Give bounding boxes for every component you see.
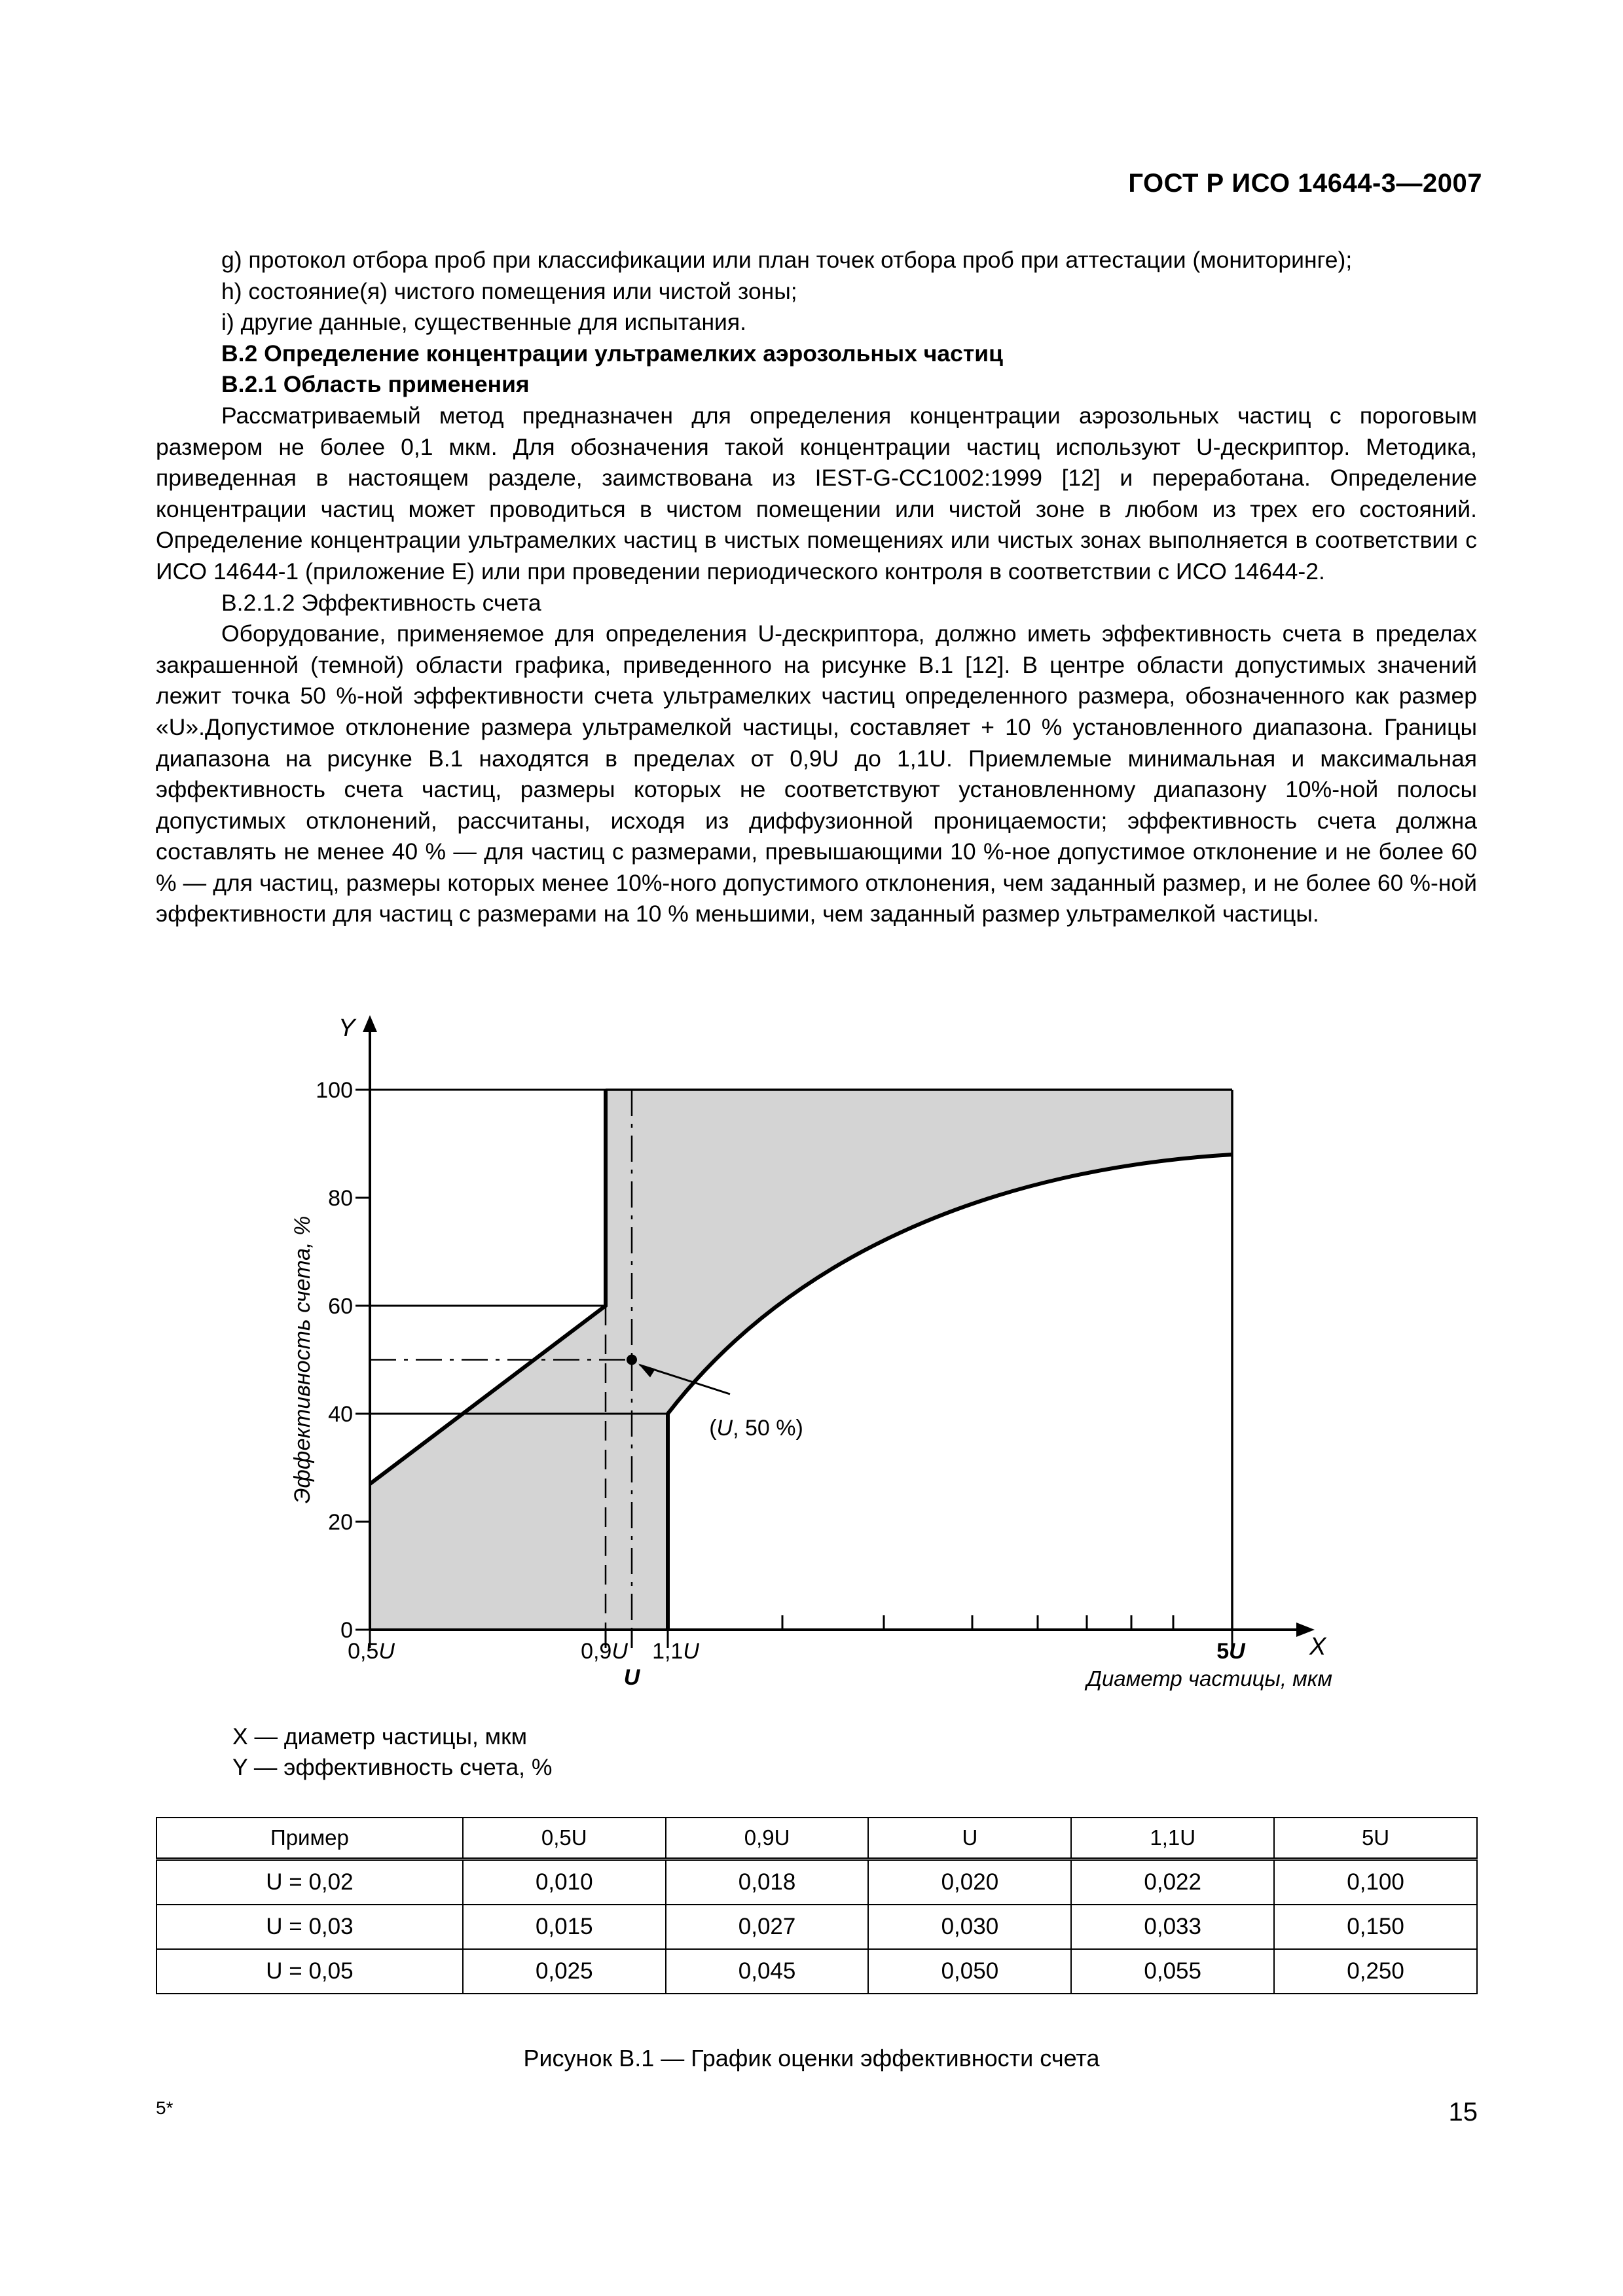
- document-header: ГОСТ Р ИСО 14644-3—2007: [1128, 169, 1482, 198]
- table-row: [156, 1905, 1477, 1949]
- table-cell: 0,050: [868, 1949, 1071, 1994]
- table-header-cell: 0,5U: [463, 1818, 666, 1859]
- x-axis-letter: X: [1309, 1633, 1326, 1660]
- paragraph-i: i) другие данные, существенные для испытания.: [221, 309, 746, 336]
- table-cell: 0,250: [1274, 1949, 1477, 1994]
- table-header-cell: 5U: [1274, 1818, 1477, 1859]
- table-cell: 0,055: [1071, 1949, 1274, 1994]
- x-axis-title: Диаметр частицы, мкм: [1086, 1666, 1332, 1691]
- figure-caption: Рисунок B.1 — График оценки эффективности счета: [523, 2045, 1100, 2072]
- figure-b1: [275, 1011, 1355, 1721]
- table-cell: 0,045: [666, 1949, 869, 1994]
- y-tick-label: 80: [328, 1186, 353, 1211]
- paragraph-h: h) состояние(я) чистого помещения или чистой зоны;: [221, 278, 797, 304]
- y-tick-label: 20: [328, 1510, 353, 1535]
- page-number: 15: [1448, 2098, 1478, 2126]
- table-cell: 0,150: [1274, 1905, 1477, 1949]
- x-tick-label: 0,5U: [348, 1639, 395, 1664]
- y-tick-label: 60: [328, 1294, 353, 1319]
- table-header-row: [156, 1818, 1477, 1859]
- table-header-cell: U: [868, 1818, 1071, 1859]
- y-axis-title: Эффективность счета, %: [290, 1215, 315, 1504]
- y-axis-letter: Y: [338, 1014, 356, 1042]
- table-cell: 0,010: [463, 1859, 666, 1905]
- table-cell: 0,033: [1071, 1905, 1274, 1949]
- section-b212-heading: B.2.1.2 Эффективность счета: [221, 589, 541, 616]
- figure-legend: [232, 1721, 552, 1783]
- y-tick-label: 0: [340, 1618, 353, 1643]
- table-cell: U = 0,03: [156, 1905, 463, 1949]
- section-b212-text: Оборудование, применяемое для определения U-дескриптора, должно иметь эффективность счета в пределах закрашенной (темной) области графика, приведенного на рисунке B.1 [12]. В центре области допустимых значений лежит точка 50 %-ной эффективности счета ультрамелких частиц определенного размера, обозначенного как размер «U».Допустимое отклонение размера ультрамелкой частицы, составляет + 10 % установленного диапазона. Границы диапазона на рисунке B.1 находятся в пределах от 0,9U до 1,1U. Приемлемые минимальная и максимальная эффективность счета частиц, размеры которых не соответствуют установленному диапазону 10%-ной полосы допустимых отклонений, рассчитаны, исходя из диффузионной проницаемости; эффективность счета должна составлять не менее 40 % — для частиц с размерами, превышающими 10 %-ное допустимое отклонение и не более 60 % — для частиц, размеры которых менее 10%-ного допустимого отклонения, чем заданный размер, и не более 60 %-ной эффективности для частиц с размерами на 10 % меньшими, чем заданный размер ультрамелкой частицы.: [156, 620, 1477, 927]
- y-axis-arrow: [363, 1015, 377, 1032]
- y-tick-label: 40: [328, 1402, 353, 1427]
- x-tick-label: 0,9U: [581, 1639, 628, 1664]
- section-b2-heading: B.2 Определение концентрации ультрамелких аэрозольных частиц: [221, 340, 1003, 367]
- x-tick-label: U: [623, 1665, 640, 1690]
- section-b21-text: Рассматриваемый метод предназначен для определения концентрации аэрозольных частиц с пороговым размером не более 0,1 мкм. Для обозначения такой концентрации частиц используют U-дескриптор. Методика, приведенная в настоящем разделе, заимствована из IEST-G-CC1002:1999 [12] и переработана. Определение концентрации частиц может проводиться в чистом помещении или чистой зоне в любом из трех его состояний. Определение концентрации ультрамелких частиц в чистых помещениях или чистых зонах выполняется в соответствии с ИСО 14644-1 (приложение Е) или при проведении периодического контроля в соответствии с ИСО 14644-2.: [156, 402, 1477, 584]
- table-header-cell: 0,9U: [666, 1818, 869, 1859]
- table-cell: 0,018: [666, 1859, 869, 1905]
- reference-point-label: (U, 50 %): [709, 1416, 803, 1441]
- reference-point-marker: [627, 1355, 637, 1365]
- legend-y-description: Y — эффективность счета, %: [232, 1754, 553, 1780]
- table-header-cell: Пример: [156, 1818, 463, 1859]
- table-cell: 0,100: [1274, 1859, 1477, 1905]
- table-cell: 0,022: [1071, 1859, 1274, 1905]
- table-row: [156, 1859, 1477, 1905]
- footer-mark: 5*: [156, 2098, 173, 2118]
- table-cell: U = 0,05: [156, 1949, 463, 1994]
- section-b21-heading: B.2.1 Область применения: [221, 371, 530, 398]
- table-cell: 0,020: [868, 1859, 1071, 1905]
- table-cell: 0,027: [666, 1905, 869, 1949]
- legend-x-description: X — диаметр частицы, мкм: [232, 1723, 528, 1749]
- table-cell: 0,030: [868, 1905, 1071, 1949]
- table-row: [156, 1949, 1477, 1994]
- body-text: [156, 245, 1477, 930]
- efficiency-chart: [275, 1011, 1355, 1718]
- table-cell: 0,025: [463, 1949, 666, 1994]
- y-tick-label: 100: [316, 1078, 353, 1103]
- table-header-cell: 1,1U: [1071, 1818, 1274, 1859]
- x-tick-label: 5U: [1216, 1639, 1245, 1664]
- examples-table: [156, 1817, 1478, 1994]
- table-cell: U = 0,02: [156, 1859, 463, 1905]
- x-tick-label: 1,1U: [652, 1639, 699, 1664]
- paragraph-g: g) протокол отбора проб при классификации или план точек отбора проб при аттестации (мониторинге);: [221, 247, 1353, 273]
- table-cell: 0,015: [463, 1905, 666, 1949]
